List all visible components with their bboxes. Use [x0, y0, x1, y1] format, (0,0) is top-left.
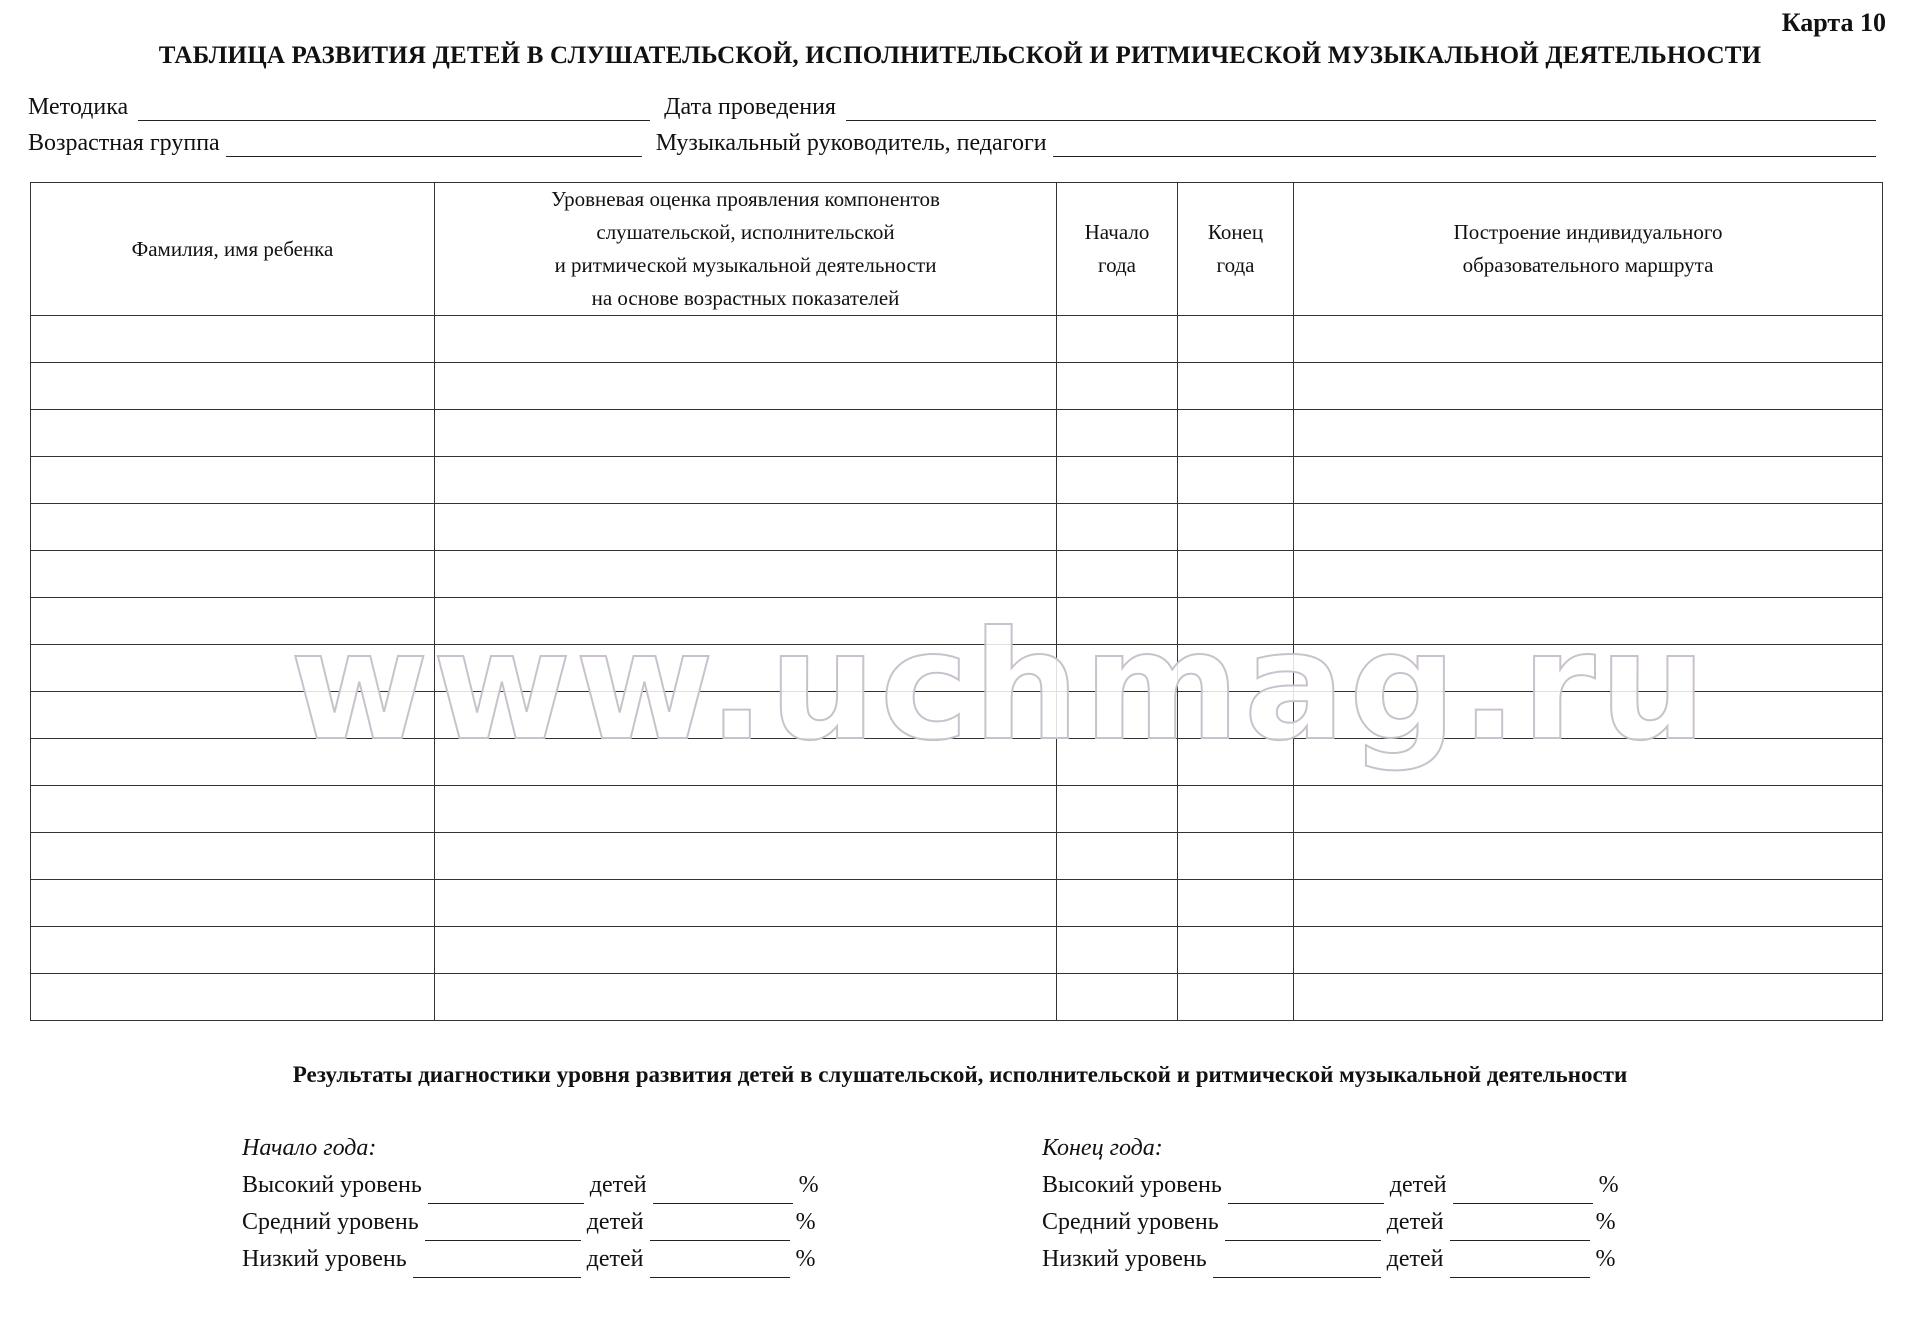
start-of-year-cell[interactable]: [1057, 645, 1178, 692]
header-individual-route: [1294, 183, 1883, 316]
header-line: на основе возрастных показателей: [591, 286, 900, 310]
assessment-cell[interactable]: [435, 692, 1057, 739]
individual-route-cell[interactable]: [1294, 880, 1883, 927]
level-label: Средний уровень: [1042, 1209, 1219, 1235]
child-name-cell[interactable]: [31, 692, 435, 739]
children-label: детей: [586, 1209, 644, 1235]
children-count-blank[interactable]: [425, 1216, 581, 1241]
child-name-cell[interactable]: [31, 598, 435, 645]
table-row: [31, 739, 1883, 786]
assessment-cell[interactable]: [435, 645, 1057, 692]
individual-route-cell[interactable]: [1294, 786, 1883, 833]
individual-route-cell[interactable]: [1294, 410, 1883, 457]
method-blank[interactable]: [138, 98, 650, 121]
individual-route-cell[interactable]: [1294, 692, 1883, 739]
level-label: Низкий уровень: [242, 1246, 407, 1272]
table-row: [31, 316, 1883, 363]
field-row-method-date: [28, 94, 1876, 121]
child-name-cell[interactable]: [31, 645, 435, 692]
children-label: детей: [1386, 1209, 1444, 1235]
table-row: [31, 551, 1883, 598]
table-row: [31, 410, 1883, 457]
children-count-blank[interactable]: [413, 1253, 581, 1278]
child-name-cell[interactable]: [31, 504, 435, 551]
header-line: и ритмической музыкальной деятельности: [554, 253, 937, 277]
level-label: Высокий уровень: [1042, 1172, 1222, 1198]
document-title: ТАБЛИЦА РАЗВИТИЯ ДЕТЕЙ В СЛУШАТЕЛЬСКОЙ, ИСПОЛНИТЕЛЬСКОЙ И РИТМИЧЕСКОЙ МУЗЫКАЛЬНОЙ ДЕЯТЕЛЬНОСТИ: [158, 42, 1762, 69]
child-name-cell[interactable]: [31, 833, 435, 880]
percent-sign: %: [798, 1172, 819, 1198]
table-row: [31, 692, 1883, 739]
individual-route-cell[interactable]: [1294, 316, 1883, 363]
end-of-year-cell[interactable]: [1178, 880, 1294, 927]
field-row-group-director: [28, 130, 1876, 157]
percent-blank[interactable]: [1453, 1179, 1593, 1204]
end-of-year-cell[interactable]: [1178, 598, 1294, 645]
header-line: Уровневая оценка проявления компонентов: [551, 187, 940, 211]
assessment-cell[interactable]: [435, 457, 1057, 504]
header-line: слушательской, исполнительской: [596, 220, 895, 244]
results-title: Результаты диагностики уровня развития детей в слушательской, исполнительской и ритмической музыкальной деятельности: [292, 1062, 1628, 1087]
children-count-blank[interactable]: [1228, 1179, 1384, 1204]
assessment-cell[interactable]: [435, 551, 1057, 598]
table-row: [31, 927, 1883, 974]
table-row: [31, 833, 1883, 880]
children-count-blank[interactable]: [1225, 1216, 1381, 1241]
percent-sign: %: [1595, 1246, 1616, 1272]
individual-route-cell[interactable]: [1294, 974, 1883, 1021]
percent-sign: %: [1598, 1172, 1619, 1198]
start-of-year-cell[interactable]: [1057, 880, 1178, 927]
individual-route-cell[interactable]: [1294, 645, 1883, 692]
percent-blank[interactable]: [1450, 1253, 1590, 1278]
child-name-cell[interactable]: [31, 880, 435, 927]
end-level-row: [1042, 1204, 1619, 1241]
table-body: [31, 316, 1883, 1021]
start-level-row: [242, 1204, 819, 1241]
end-of-year-cell[interactable]: [1178, 786, 1294, 833]
child-name-cell[interactable]: [31, 316, 435, 363]
age-group-blank[interactable]: [226, 134, 642, 157]
start-of-year-cell[interactable]: [1057, 786, 1178, 833]
method-label: Методика: [28, 94, 129, 120]
end-of-year-cell[interactable]: [1178, 692, 1294, 739]
start-of-year-cell[interactable]: [1057, 927, 1178, 974]
percent-sign: %: [795, 1246, 816, 1272]
end-of-year-cell[interactable]: [1178, 504, 1294, 551]
assessment-cell[interactable]: [435, 833, 1057, 880]
music-director-blank[interactable]: [1053, 134, 1876, 157]
start-of-year-cell[interactable]: [1057, 692, 1178, 739]
level-label: Высокий уровень: [242, 1172, 422, 1198]
assessment-cell[interactable]: [435, 363, 1057, 410]
assessment-cell[interactable]: [435, 504, 1057, 551]
table-row: [31, 786, 1883, 833]
level-label: Низкий уровень: [1042, 1246, 1207, 1272]
percent-sign: %: [795, 1209, 816, 1235]
table-row: [31, 974, 1883, 1021]
assessment-cell[interactable]: [435, 739, 1057, 786]
music-director-label: Музыкальный руководитель, педагоги: [655, 130, 1047, 156]
assessment-cell[interactable]: [435, 598, 1057, 645]
children-label: детей: [1386, 1246, 1444, 1272]
children-count-blank[interactable]: [1213, 1253, 1381, 1278]
header-line: года: [1098, 253, 1136, 277]
start-of-year-cell[interactable]: [1057, 974, 1178, 1021]
individual-route-cell[interactable]: [1294, 833, 1883, 880]
header-line: года: [1216, 253, 1255, 277]
child-name-cell[interactable]: [31, 927, 435, 974]
start-of-year-cell[interactable]: [1057, 739, 1178, 786]
individual-route-cell[interactable]: [1294, 927, 1883, 974]
end-of-year-cell[interactable]: [1178, 833, 1294, 880]
start-of-year-cell[interactable]: [1057, 457, 1178, 504]
individual-route-cell[interactable]: [1294, 363, 1883, 410]
end-level-row: [1042, 1167, 1619, 1204]
individual-route-cell[interactable]: [1294, 598, 1883, 645]
header-line: образовательного маршрута: [1462, 253, 1714, 277]
level-label: Средний уровень: [242, 1209, 419, 1235]
start-of-year-cell[interactable]: [1057, 551, 1178, 598]
child-name-cell[interactable]: [31, 457, 435, 504]
individual-route-cell[interactable]: [1294, 739, 1883, 786]
header-line: Фамилия, имя ребенка: [131, 236, 334, 261]
percent-blank[interactable]: [1450, 1216, 1590, 1241]
end-of-year-cell[interactable]: [1178, 739, 1294, 786]
header-line: Построение индивидуального: [1453, 220, 1723, 244]
card-number: Карта 10: [1781, 8, 1886, 37]
header-end-of-year: [1178, 183, 1294, 316]
table-row: [31, 363, 1883, 410]
development-table: [30, 182, 1883, 1021]
watermark-logo: www.uchmag.ru: [290, 600, 1711, 774]
end-of-year-cell[interactable]: [1178, 645, 1294, 692]
end-period-label: Конец года:: [1042, 1135, 1163, 1161]
date-blank[interactable]: [846, 98, 1876, 121]
assessment-cell[interactable]: [435, 316, 1057, 363]
child-name-cell[interactable]: [31, 974, 435, 1021]
start-of-year-cell[interactable]: [1057, 410, 1178, 457]
child-name-cell[interactable]: [31, 410, 435, 457]
children-count-blank[interactable]: [428, 1179, 584, 1204]
start-of-year-cell[interactable]: [1057, 363, 1178, 410]
percent-blank[interactable]: [650, 1253, 790, 1278]
start-of-year-cell[interactable]: [1057, 504, 1178, 551]
assessment-cell[interactable]: [435, 974, 1057, 1021]
assessment-cell[interactable]: [435, 880, 1057, 927]
end-of-year-cell[interactable]: [1178, 363, 1294, 410]
header-start-of-year: [1057, 183, 1178, 316]
end-level-row: [1042, 1241, 1619, 1278]
header-child-name: [31, 183, 435, 316]
end-of-year-cell[interactable]: [1178, 974, 1294, 1021]
percent-blank[interactable]: [653, 1179, 793, 1204]
assessment-cell[interactable]: [435, 927, 1057, 974]
percent-sign: %: [1595, 1209, 1616, 1235]
start-period-label: Начало года:: [242, 1135, 377, 1161]
end-of-year-cell[interactable]: [1178, 316, 1294, 363]
table-row: [31, 598, 1883, 645]
start-of-year-cell[interactable]: [1057, 833, 1178, 880]
table-row: [31, 880, 1883, 927]
assessment-cell[interactable]: [435, 786, 1057, 833]
end-of-year-cell[interactable]: [1178, 551, 1294, 598]
end-of-year-cell[interactable]: [1178, 927, 1294, 974]
children-label: детей: [1389, 1172, 1447, 1198]
table-row: [31, 457, 1883, 504]
percent-blank[interactable]: [650, 1216, 790, 1241]
individual-route-cell[interactable]: [1294, 457, 1883, 504]
individual-route-cell[interactable]: [1294, 504, 1883, 551]
table-row: [31, 645, 1883, 692]
children-label: детей: [586, 1246, 644, 1272]
assessment-cell[interactable]: [435, 410, 1057, 457]
table-row: [31, 504, 1883, 551]
table-header-row: [31, 183, 1883, 316]
date-label: Дата проведения: [664, 94, 836, 120]
results-end-of-year: [1042, 1130, 1619, 1278]
child-name-cell[interactable]: [31, 739, 435, 786]
individual-route-cell[interactable]: [1294, 551, 1883, 598]
child-name-cell[interactable]: [31, 786, 435, 833]
start-level-row: [242, 1241, 819, 1278]
end-of-year-cell[interactable]: [1178, 457, 1294, 504]
results-start-of-year: [242, 1130, 819, 1278]
age-group-label: Возрастная группа: [28, 130, 220, 156]
start-level-row: [242, 1167, 819, 1204]
children-label: детей: [589, 1172, 647, 1198]
header-line: Начало: [1084, 220, 1150, 244]
start-of-year-cell[interactable]: [1057, 316, 1178, 363]
child-name-cell[interactable]: [31, 551, 435, 598]
child-name-cell[interactable]: [31, 363, 435, 410]
header-level-assessment: [435, 183, 1057, 316]
start-of-year-cell[interactable]: [1057, 598, 1178, 645]
header-line: Конец: [1207, 220, 1264, 244]
end-of-year-cell[interactable]: [1178, 410, 1294, 457]
